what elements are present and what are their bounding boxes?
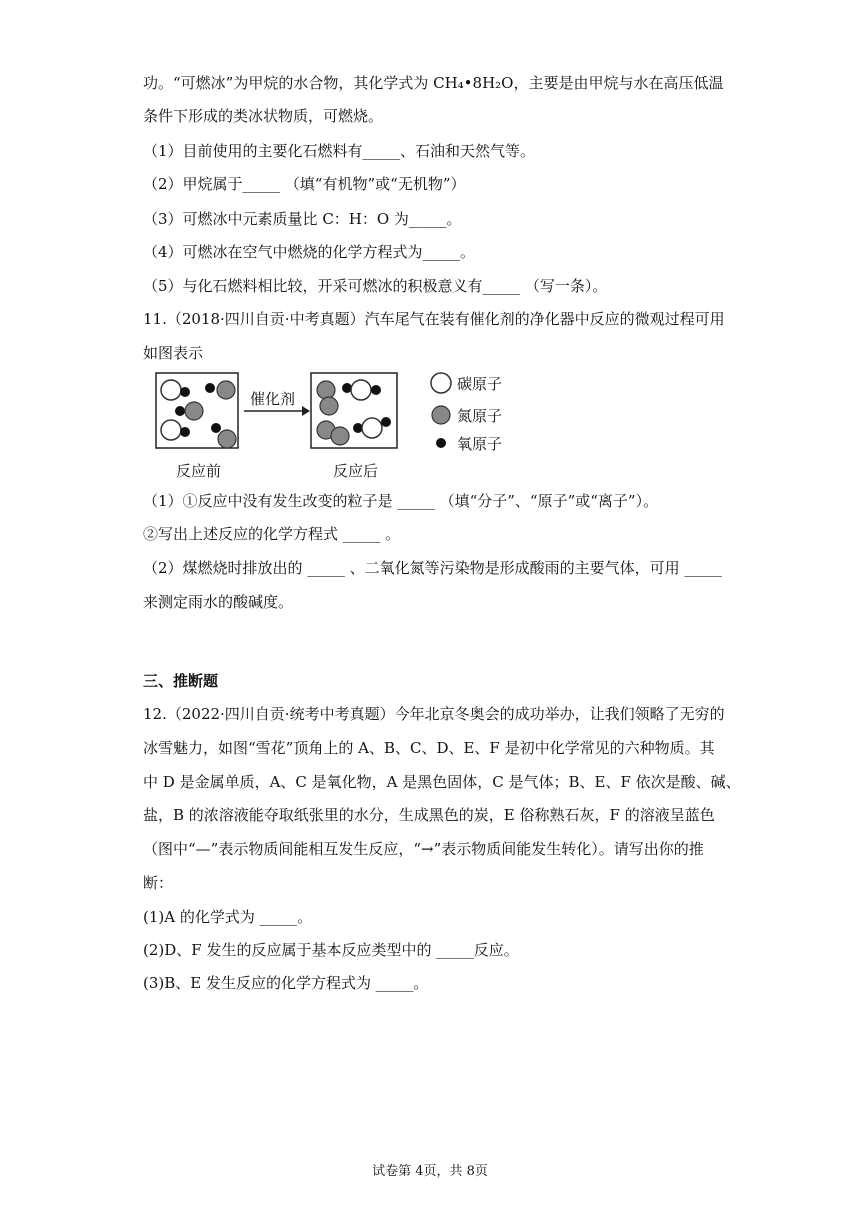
question-part: （2）甲烷属于_____ （填“有机物”或“无机物”） bbox=[143, 175, 466, 193]
nitrogen-atom bbox=[331, 427, 349, 445]
question-part: 来测定雨水的酸碱度。 bbox=[143, 593, 294, 611]
before-label: 反应前 bbox=[176, 462, 222, 480]
nitrogen-atom bbox=[217, 381, 235, 399]
carbon-atom bbox=[161, 420, 181, 440]
legend-oxygen-label: 氧原子 bbox=[457, 435, 503, 453]
oxygen-atom bbox=[381, 417, 391, 427]
question-stem: 11.（2018·四川自贡·中考真题）汽车尾气在装有催化剂的净化器中反应的微观过程可用 bbox=[143, 310, 725, 328]
question-stem: 断： bbox=[143, 874, 174, 892]
legend-carbon-label: 碳原子 bbox=[457, 375, 503, 393]
nitrogen-atom bbox=[185, 402, 203, 420]
question-stem: 中 D 是金属单质，A、C 是氧化物，A 是黑色固体，C 是气体；B、E、F 依次是酸、碱、 bbox=[143, 773, 741, 791]
question-part: （5）与化石燃料相比较，开采可燃冰的积极意义有_____ （写一条）。 bbox=[143, 277, 608, 295]
question-part: （4）可燃冰在空气中燃烧的化学方程式为_____。 bbox=[143, 243, 476, 261]
question-stem: 盐，B 的浓溶液能夺取纸张里的水分，生成黑色的炭，E 俗称熟石灰，F 的溶液呈蓝色 bbox=[143, 806, 715, 824]
question-stem: （图中“—”表示物质间能相互发生反应，“→”表示物质间能发生转化）。请写出你的推 bbox=[143, 840, 704, 858]
legend-nitrogen-label: 氮原子 bbox=[457, 407, 503, 425]
question-part: （1）①反应中没有发生改变的粒子是 _____ （填“分子”、“原子”或“离子”）。 bbox=[143, 492, 659, 510]
oxygen-atom bbox=[180, 427, 190, 437]
question-part: (3)B、E 发生反应的化学方程式为 _____。 bbox=[143, 974, 429, 992]
text-line: 功。“可燃冰”为甲烷的水合物，其化学式为 CH₄•8H₂O，主要是由甲烷与水在高压低温 bbox=[143, 74, 724, 92]
after-label: 反应后 bbox=[333, 462, 379, 480]
legend-nitrogen-symbol bbox=[432, 406, 450, 424]
question-part: (2)D、F 发生的反应属于基本反应类型中的 _____反应。 bbox=[143, 941, 519, 959]
reaction-arrow-head bbox=[302, 406, 310, 416]
nitrogen-atom bbox=[218, 430, 236, 448]
oxygen-atom bbox=[180, 387, 190, 397]
question-part: （1）目前使用的主要化石燃料有_____、石油和天然气等。 bbox=[143, 142, 536, 160]
nitrogen-atom bbox=[317, 381, 335, 399]
oxygen-atom bbox=[205, 383, 215, 393]
question-part: ②写出上述反应的化学方程式 _____ 。 bbox=[143, 525, 401, 543]
oxygen-atom bbox=[211, 423, 221, 433]
oxygen-atom bbox=[371, 385, 381, 395]
arrow-label: 催化剂 bbox=[250, 390, 296, 408]
question-stem: 冰雪魅力，如图“雪花”顶角上的 A、B、C、D、E、F 是初中化学常见的六种物质。其 bbox=[143, 739, 715, 757]
question-part: (1)A 的化学式为 _____。 bbox=[143, 908, 313, 926]
section-heading: 三、推断题 bbox=[143, 672, 219, 690]
page-footer: 试卷第 4页，共 8页 bbox=[372, 1164, 488, 1179]
oxygen-atom bbox=[175, 406, 185, 416]
carbon-atom bbox=[351, 380, 371, 400]
nitrogen-atom bbox=[320, 397, 338, 415]
carbon-atom bbox=[161, 380, 181, 400]
reaction-diagram bbox=[150, 368, 520, 482]
text-line: 条件下形成的类冰状物质，可燃烧。 bbox=[143, 107, 384, 125]
carbon-atom bbox=[362, 418, 382, 438]
question-part: （3）可燃冰中元素质量比 C：H：O 为_____。 bbox=[143, 210, 462, 228]
question-stem: 如图表示 bbox=[143, 344, 204, 362]
question-part: （2）煤燃烧时排放出的 _____ 、二氧化氮等污染物是形成酸雨的主要气体，可用 _____ bbox=[143, 559, 722, 577]
question-stem: 12.（2022·四川自贡·统考中考真题）今年北京冬奥会的成功举办，让我们领略了无穷的 bbox=[143, 705, 725, 723]
legend-oxygen-symbol bbox=[436, 438, 446, 448]
legend-carbon-symbol bbox=[431, 373, 451, 393]
